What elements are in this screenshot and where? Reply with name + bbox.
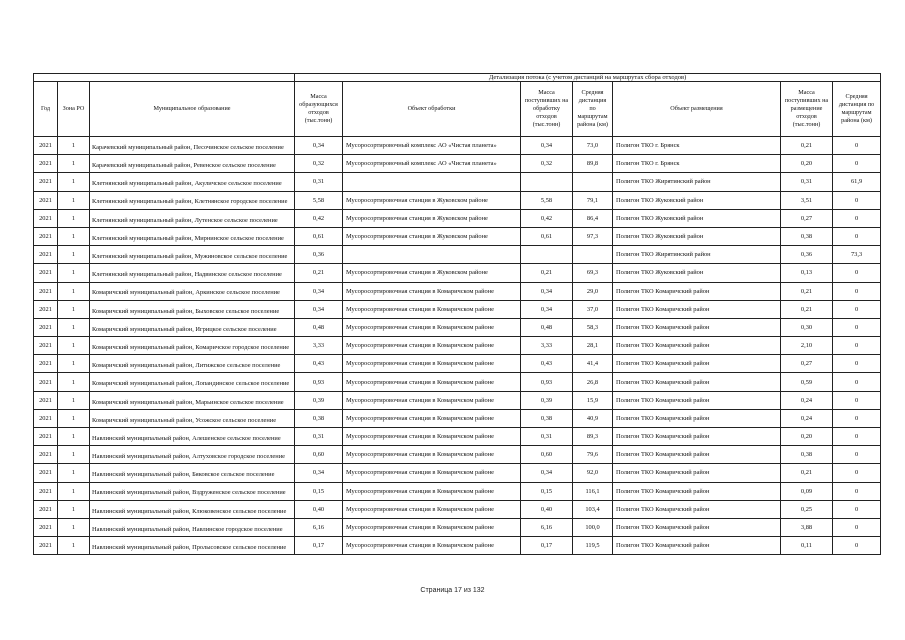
disposed-mass-cell: 0,24 <box>781 391 833 409</box>
zone-cell: 1 <box>58 464 90 482</box>
municipality-name: Навлинский муниципальный район, Вздруженское сельское поселение <box>92 489 286 497</box>
disposal-distance-cell: 0 <box>833 191 881 209</box>
year-cell: 2021 <box>34 282 58 300</box>
municipality-cell <box>90 318 295 336</box>
disposed-mass-cell: 0,20 <box>781 155 833 173</box>
municipality-cell <box>90 518 295 536</box>
municipality-name: Клетнянский муниципальный район, Мужиновское сельское поселение <box>92 253 288 261</box>
processing-distance-cell: 40,9 <box>573 409 613 427</box>
disposal-object-cell: Полигон ТКО Комаричский район <box>613 337 781 355</box>
processed-mass-cell: 0,42 <box>521 209 573 227</box>
disposal-distance-cell: 0 <box>833 409 881 427</box>
generated-mass-cell: 0,34 <box>295 300 343 318</box>
table-row <box>34 391 881 409</box>
municipality-name: Комаричский муниципальный район, Игрицкое сельское поселение <box>92 325 277 333</box>
disposal-distance-cell: 0 <box>833 300 881 318</box>
processing-object-cell: Мусоросортировочная станция в Комаричском районе <box>343 355 521 373</box>
municipality-name: Клетнянский муниципальный район, Надвинское сельское поселение <box>92 271 282 279</box>
municipality-cell <box>90 137 295 155</box>
col-year: Год <box>34 82 58 137</box>
processing-distance-cell: 89,8 <box>573 155 613 173</box>
municipality-name: Навлинский муниципальный район, Алтуховское городское поселение <box>92 453 285 461</box>
year-cell: 2021 <box>34 537 58 555</box>
processed-mass-cell: 0,40 <box>521 500 573 518</box>
zone-cell: 1 <box>58 173 90 191</box>
table-row <box>34 282 881 300</box>
processing-object-cell: Мусоросортировочная станция в Комаричском районе <box>343 373 521 391</box>
processing-object-cell: Мусоросортировочная станция в Комаричском районе <box>343 282 521 300</box>
generated-mass-cell: 0,39 <box>295 391 343 409</box>
table-row <box>34 482 881 500</box>
generated-mass-cell: 0,21 <box>295 264 343 282</box>
disposed-mass-cell: 0,36 <box>781 246 833 264</box>
disposal-distance-cell: 0 <box>833 227 881 245</box>
col-disposal-distance: Средняя дистанция по маршрутам района (км) <box>833 82 881 137</box>
processing-object-cell: Мусоросортировочная станция в Жуковском районе <box>343 191 521 209</box>
table-row <box>34 173 881 191</box>
zone-cell: 1 <box>58 409 90 427</box>
disposal-distance-cell: 0 <box>833 391 881 409</box>
col-municipality: Муниципальное образование <box>90 82 295 137</box>
table-row <box>34 337 881 355</box>
year-cell: 2021 <box>34 337 58 355</box>
disposed-mass-cell: 3,51 <box>781 191 833 209</box>
generated-mass-cell: 0,32 <box>295 155 343 173</box>
municipality-name: Комаричский муниципальный район, Комаричское городское поселение <box>92 343 290 351</box>
processing-object-cell: Мусоросортировочная станция в Жуковском районе <box>343 209 521 227</box>
processing-distance-cell <box>573 246 613 264</box>
year-cell: 2021 <box>34 209 58 227</box>
municipality-cell <box>90 264 295 282</box>
zone-cell: 1 <box>58 355 90 373</box>
municipality-name: Навлинский муниципальный район, Алешенское сельское поселение <box>92 434 281 442</box>
zone-cell: 1 <box>58 137 90 155</box>
zone-cell: 1 <box>58 191 90 209</box>
year-cell: 2021 <box>34 464 58 482</box>
processed-mass-cell: 0,34 <box>521 137 573 155</box>
table-row <box>34 137 881 155</box>
processing-distance-cell: 86,4 <box>573 209 613 227</box>
municipality-cell <box>90 355 295 373</box>
disposal-object-cell: Полигон ТКО Комаричский район <box>613 409 781 427</box>
disposal-object-cell: Полигон ТКО Жуковский район <box>613 209 781 227</box>
year-cell: 2021 <box>34 191 58 209</box>
municipality-name: Навлинский муниципальный район, Клюковенское сельское поселение <box>92 507 287 515</box>
generated-mass-cell: 0,34 <box>295 464 343 482</box>
processing-object-cell: Мусоросортировочная станция в Жуковском районе <box>343 264 521 282</box>
year-cell: 2021 <box>34 246 58 264</box>
generated-mass-cell: 0,34 <box>295 282 343 300</box>
municipality-cell <box>90 391 295 409</box>
municipality-cell <box>90 373 295 391</box>
generated-mass-cell: 0,17 <box>295 537 343 555</box>
disposal-distance-cell: 0 <box>833 209 881 227</box>
disposal-object-cell: Полигон ТКО г. Брянск <box>613 137 781 155</box>
disposal-distance-cell: 61,9 <box>833 173 881 191</box>
disposal-distance-cell: 0 <box>833 464 881 482</box>
disposal-object-cell: Полигон ТКО Жуковский район <box>613 227 781 245</box>
table-row <box>34 428 881 446</box>
municipality-cell <box>90 428 295 446</box>
municipality-name: Комаричский муниципальный район, Аркинское сельское поселение <box>92 289 280 297</box>
municipality-name: Клетнянский муниципальный район, Клетнянское городское поселение <box>92 198 288 206</box>
disposed-mass-cell: 0,31 <box>781 173 833 191</box>
disposal-object-cell: Полигон ТКО Комаричский район <box>613 464 781 482</box>
year-cell: 2021 <box>34 264 58 282</box>
processed-mass-cell: 0,32 <box>521 155 573 173</box>
processing-distance-cell: 97,3 <box>573 227 613 245</box>
disposal-distance-cell: 0 <box>833 282 881 300</box>
year-cell: 2021 <box>34 155 58 173</box>
table-row <box>34 246 881 264</box>
zone-cell: 1 <box>58 318 90 336</box>
municipality-name: Карачевский муниципальный район, Ревенское сельское поселение <box>92 162 276 170</box>
generated-mass-cell: 0,40 <box>295 500 343 518</box>
disposal-object-cell: Полигон ТКО Жуковский район <box>613 191 781 209</box>
processed-mass-cell: 0,39 <box>521 391 573 409</box>
table-row <box>34 355 881 373</box>
disposal-distance-cell: 0 <box>833 373 881 391</box>
zone-cell: 1 <box>58 264 90 282</box>
processed-mass-cell: 0,34 <box>521 282 573 300</box>
table-row <box>34 446 881 464</box>
disposed-mass-cell: 0,09 <box>781 482 833 500</box>
processed-mass-cell: 3,33 <box>521 337 573 355</box>
generated-mass-cell: 0,36 <box>295 246 343 264</box>
processing-distance-cell: 73,0 <box>573 137 613 155</box>
table-row <box>34 227 881 245</box>
col-disposed-mass: Масса поступивших на размещение отходов (тыс.тонн) <box>781 82 833 137</box>
disposal-distance-cell: 0 <box>833 518 881 536</box>
col-processing-distance: Средняя дистанция по маршрутам района (км) <box>573 82 613 137</box>
processing-distance-cell: 103,4 <box>573 500 613 518</box>
processed-mass-cell: 0,15 <box>521 482 573 500</box>
processed-mass-cell: 0,48 <box>521 318 573 336</box>
year-cell: 2021 <box>34 318 58 336</box>
generated-mass-cell: 0,42 <box>295 209 343 227</box>
disposal-distance-cell: 0 <box>833 337 881 355</box>
generated-mass-cell: 0,31 <box>295 173 343 191</box>
zone-cell: 1 <box>58 155 90 173</box>
processed-mass-cell: 0,34 <box>521 300 573 318</box>
processed-mass-cell: 0,17 <box>521 537 573 555</box>
processing-distance-cell: 41,4 <box>573 355 613 373</box>
generated-mass-cell: 0,61 <box>295 227 343 245</box>
table-row <box>34 264 881 282</box>
table-row <box>34 155 881 173</box>
table-row <box>34 500 881 518</box>
disposal-object-cell: Полигон ТКО Комаричский район <box>613 500 781 518</box>
processing-distance-cell: 79,1 <box>573 191 613 209</box>
generated-mass-cell: 0,15 <box>295 482 343 500</box>
processing-distance-cell: 89,3 <box>573 428 613 446</box>
disposal-object-cell: Полигон ТКО Комаричский район <box>613 373 781 391</box>
processed-mass-cell: 0,38 <box>521 409 573 427</box>
year-cell: 2021 <box>34 482 58 500</box>
processed-mass-cell: 0,43 <box>521 355 573 373</box>
processed-mass-cell: 0,34 <box>521 464 573 482</box>
zone-cell: 1 <box>58 373 90 391</box>
year-cell: 2021 <box>34 428 58 446</box>
processing-distance-cell <box>573 173 613 191</box>
disposed-mass-cell: 0,38 <box>781 227 833 245</box>
disposed-mass-cell: 2,10 <box>781 337 833 355</box>
processed-mass-cell: 5,58 <box>521 191 573 209</box>
generated-mass-cell: 0,93 <box>295 373 343 391</box>
generated-mass-cell: 0,31 <box>295 428 343 446</box>
generated-mass-cell: 0,43 <box>295 355 343 373</box>
processing-object-cell: Мусоросортировочный комплекс АО «Чистая планета» <box>343 137 521 155</box>
zone-cell: 1 <box>58 482 90 500</box>
disposed-mass-cell: 0,11 <box>781 537 833 555</box>
municipality-cell <box>90 209 295 227</box>
municipality-name: Навлинский муниципальный район, Навлинское городское поселение <box>92 525 283 533</box>
disposal-object-cell: Полигон ТКО Комаричский район <box>613 318 781 336</box>
processing-distance-cell: 92,0 <box>573 464 613 482</box>
year-cell: 2021 <box>34 409 58 427</box>
municipality-cell <box>90 500 295 518</box>
zone-cell: 1 <box>58 337 90 355</box>
disposal-object-cell: Полигон ТКО Комаричский район <box>613 537 781 555</box>
processing-object-cell: Мусоросортировочная станция в Комаричском районе <box>343 391 521 409</box>
disposal-object-cell: Полигон ТКО Жирятинский район <box>613 173 781 191</box>
processing-object-cell: Мусоросортировочная станция в Жуковском районе <box>343 227 521 245</box>
col-processed-mass: Масса поступивших на обработку отходов (тыс.тонн) <box>521 82 573 137</box>
zone-cell: 1 <box>58 518 90 536</box>
disposal-distance-cell: 0 <box>833 155 881 173</box>
disposal-distance-cell: 0 <box>833 482 881 500</box>
col-generated-mass: Масса образующихся отходов (тыс.тонн) <box>295 82 343 137</box>
municipality-cell <box>90 446 295 464</box>
disposed-mass-cell: 0,21 <box>781 282 833 300</box>
table-row <box>34 537 881 555</box>
municipality-cell <box>90 282 295 300</box>
municipality-name: Навлинский муниципальный район, Пролысовское сельское поселение <box>92 544 287 552</box>
municipality-name: Навлинский муниципальный район, Бяковское сельское поселение <box>92 471 275 479</box>
processing-object-cell: Мусоросортировочная станция в Комаричском районе <box>343 428 521 446</box>
disposal-distance-cell: 0 <box>833 446 881 464</box>
disposal-distance-cell: 0 <box>833 428 881 446</box>
col-zone: Зона РО <box>58 82 90 137</box>
disposed-mass-cell: 0,59 <box>781 373 833 391</box>
processing-object-cell: Мусоросортировочная станция в Комаричском районе <box>343 446 521 464</box>
processing-distance-cell: 15,9 <box>573 391 613 409</box>
year-cell: 2021 <box>34 391 58 409</box>
processing-distance-cell: 28,1 <box>573 337 613 355</box>
processing-distance-cell: 26,8 <box>573 373 613 391</box>
processing-object-cell: Мусоросортировочная станция в Комаричском районе <box>343 318 521 336</box>
processing-object-cell: Мусоросортировочная станция в Комаричском районе <box>343 409 521 427</box>
disposal-object-cell: Полигон ТКО Жирятинский район <box>613 246 781 264</box>
disposal-object-cell: Полигон ТКО Комаричский район <box>613 518 781 536</box>
year-cell: 2021 <box>34 300 58 318</box>
processed-mass-cell <box>521 246 573 264</box>
municipality-name: Комаричский муниципальный район, Марьинское сельское поселение <box>92 398 284 406</box>
disposal-distance-cell: 73,3 <box>833 246 881 264</box>
disposed-mass-cell: 0,30 <box>781 318 833 336</box>
disposal-object-cell: Полигон ТКО Комаричский район <box>613 355 781 373</box>
generated-mass-cell: 0,60 <box>295 446 343 464</box>
group-header: Детализация потока (с учетом дистанций на маршрутах сбора отходов) <box>295 74 881 82</box>
disposal-object-cell: Полигон ТКО г. Брянск <box>613 155 781 173</box>
processed-mass-cell: 0,61 <box>521 227 573 245</box>
processing-distance-cell: 69,3 <box>573 264 613 282</box>
processing-object-cell: Мусоросортировочная станция в Комаричском районе <box>343 537 521 555</box>
processing-object-cell <box>343 246 521 264</box>
year-cell: 2021 <box>34 173 58 191</box>
disposed-mass-cell: 0,20 <box>781 428 833 446</box>
municipality-name: Комаричский муниципальный район, Лопандинское сельское поселение <box>92 380 290 388</box>
disposal-distance-cell: 0 <box>833 137 881 155</box>
disposal-object-cell: Полигон ТКО Жуковский район <box>613 264 781 282</box>
processing-object-cell: Мусоросортировочная станция в Комаричском районе <box>343 337 521 355</box>
municipality-cell <box>90 300 295 318</box>
generated-mass-cell: 0,34 <box>295 137 343 155</box>
disposed-mass-cell: 0,24 <box>781 409 833 427</box>
processing-object-cell: Мусоросортировочная станция в Комаричском районе <box>343 300 521 318</box>
processing-distance-cell: 116,1 <box>573 482 613 500</box>
header-spacer-left <box>34 74 295 82</box>
municipality-cell <box>90 227 295 245</box>
generated-mass-cell: 5,58 <box>295 191 343 209</box>
processed-mass-cell <box>521 173 573 191</box>
table-row <box>34 209 881 227</box>
data-sheet <box>33 73 880 555</box>
processing-object-cell: Мусоросортировочная станция в Комаричском районе <box>343 464 521 482</box>
generated-mass-cell: 0,38 <box>295 409 343 427</box>
municipality-name: Карачевский муниципальный район, Песочинское сельское поселение <box>92 143 284 151</box>
processing-distance-cell: 100,0 <box>573 518 613 536</box>
processed-mass-cell: 6,16 <box>521 518 573 536</box>
disposal-object-cell: Полигон ТКО Комаричский район <box>613 391 781 409</box>
disposed-mass-cell: 0,13 <box>781 264 833 282</box>
municipality-name: Комаричский муниципальный район, Быховское сельское поселение <box>92 307 280 315</box>
zone-cell: 1 <box>58 300 90 318</box>
col-processing-object: Объект обработки <box>343 82 521 137</box>
disposed-mass-cell: 3,88 <box>781 518 833 536</box>
municipality-cell <box>90 155 295 173</box>
table-row <box>34 373 881 391</box>
col-disposal-object: Объект размещения <box>613 82 781 137</box>
zone-cell: 1 <box>58 246 90 264</box>
disposal-object-cell: Полигон ТКО Комаричский район <box>613 482 781 500</box>
year-cell: 2021 <box>34 446 58 464</box>
page-number: Страница 17 из 132 <box>420 587 485 594</box>
municipality-name: Комаричский муниципальный район, Усожское сельское поселение <box>92 416 277 424</box>
year-cell: 2021 <box>34 227 58 245</box>
generated-mass-cell: 6,16 <box>295 518 343 536</box>
processed-mass-cell: 0,21 <box>521 264 573 282</box>
disposed-mass-cell: 0,21 <box>781 137 833 155</box>
disposed-mass-cell: 0,27 <box>781 209 833 227</box>
zone-cell: 1 <box>58 209 90 227</box>
municipality-cell <box>90 173 295 191</box>
disposal-object-cell: Полигон ТКО Комаричский район <box>613 300 781 318</box>
zone-cell: 1 <box>58 391 90 409</box>
table-row <box>34 464 881 482</box>
processing-object-cell: Мусоросортировочная станция в Комаричском районе <box>343 518 521 536</box>
generated-mass-cell: 0,48 <box>295 318 343 336</box>
table-row <box>34 191 881 209</box>
processing-distance-cell: 29,0 <box>573 282 613 300</box>
table-row <box>34 300 881 318</box>
processing-object-cell <box>343 173 521 191</box>
processed-mass-cell: 0,60 <box>521 446 573 464</box>
municipality-cell <box>90 482 295 500</box>
disposal-distance-cell: 0 <box>833 537 881 555</box>
disposed-mass-cell: 0,25 <box>781 500 833 518</box>
zone-cell: 1 <box>58 537 90 555</box>
zone-cell: 1 <box>58 500 90 518</box>
disposed-mass-cell: 0,21 <box>781 464 833 482</box>
disposed-mass-cell: 0,27 <box>781 355 833 373</box>
municipality-name: Клетнянский муниципальный район, Мирнинское сельское поселение <box>92 234 284 242</box>
disposal-object-cell: Полигон ТКО Комаричский район <box>613 282 781 300</box>
year-cell: 2021 <box>34 500 58 518</box>
table-row <box>34 318 881 336</box>
disposal-distance-cell: 0 <box>833 318 881 336</box>
municipality-cell <box>90 464 295 482</box>
processing-distance-cell: 58,3 <box>573 318 613 336</box>
municipality-name: Комаричский муниципальный район, Литижское сельское поселение <box>92 362 281 370</box>
municipality-cell <box>90 409 295 427</box>
municipality-cell <box>90 337 295 355</box>
processing-distance-cell: 37,0 <box>573 300 613 318</box>
zone-cell: 1 <box>58 227 90 245</box>
disposed-mass-cell: 0,21 <box>781 300 833 318</box>
municipality-cell <box>90 191 295 209</box>
processing-object-cell: Мусоросортировочная станция в Комаричском районе <box>343 500 521 518</box>
generated-mass-cell: 3,33 <box>295 337 343 355</box>
disposal-distance-cell: 0 <box>833 500 881 518</box>
municipality-name: Клетнянский муниципальный район, Лутенское сельское поселение <box>92 216 278 224</box>
processing-distance-cell: 119,5 <box>573 537 613 555</box>
disposal-object-cell: Полигон ТКО Комаричский район <box>613 446 781 464</box>
processing-object-cell: Мусоросортировочный комплекс АО «Чистая планета» <box>343 155 521 173</box>
municipality-cell <box>90 537 295 555</box>
year-cell: 2021 <box>34 355 58 373</box>
zone-cell: 1 <box>58 282 90 300</box>
disposal-object-cell: Полигон ТКО Комаричский район <box>613 428 781 446</box>
table-row <box>34 409 881 427</box>
zone-cell: 1 <box>58 428 90 446</box>
zone-cell: 1 <box>58 446 90 464</box>
year-cell: 2021 <box>34 137 58 155</box>
disposal-distance-cell: 0 <box>833 264 881 282</box>
year-cell: 2021 <box>34 518 58 536</box>
waste-flow-table <box>33 73 881 555</box>
municipality-name: Клетнянский муниципальный район, Акуличское сельское поселение <box>92 180 282 188</box>
table-row <box>34 518 881 536</box>
processing-object-cell: Мусоросортировочная станция в Комаричском районе <box>343 482 521 500</box>
processing-distance-cell: 79,6 <box>573 446 613 464</box>
table-body <box>34 137 881 555</box>
year-cell: 2021 <box>34 373 58 391</box>
municipality-cell <box>90 246 295 264</box>
disposed-mass-cell: 0,38 <box>781 446 833 464</box>
processed-mass-cell: 0,31 <box>521 428 573 446</box>
disposal-distance-cell: 0 <box>833 355 881 373</box>
processed-mass-cell: 0,93 <box>521 373 573 391</box>
